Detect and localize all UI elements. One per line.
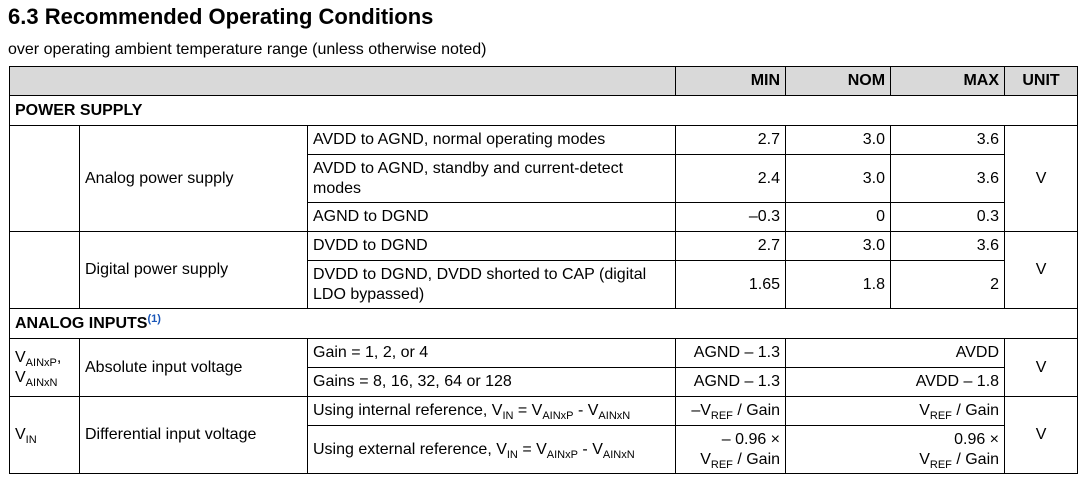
nom-cell: 3.0 (786, 232, 891, 261)
section-label: ANALOG INPUTS (15, 314, 148, 332)
header-nom: NOM (786, 67, 891, 96)
operating-conditions-table (9, 66, 1078, 474)
table-row (10, 126, 1078, 155)
section-analog-inputs (10, 309, 1078, 339)
min-cell: 1.65 (676, 261, 786, 309)
nom-cell: 3.0 (786, 155, 891, 203)
min-cell: –0.3 (676, 203, 786, 232)
condition-cell: AGND to DGND (308, 203, 676, 232)
nom-cell: 1.8 (786, 261, 891, 309)
table-row (10, 339, 1078, 368)
max-cell: 3.6 (891, 232, 1005, 261)
max-cell: 0.96 × $V_{REF}$ / Gain (786, 426, 1005, 474)
condition-cell: AVDD to AGND, normal operating modes (308, 126, 676, 155)
max-cell: 0.3 (891, 203, 1005, 232)
symbol-cell (10, 126, 80, 232)
max-cell: 2 (891, 261, 1005, 309)
condition-cell: DVDD to DGND (308, 232, 676, 261)
unit-cell: V (1005, 339, 1078, 397)
section-title: 6.3 Recommended Operating Conditions (8, 4, 434, 29)
unit-cell: V (1005, 397, 1078, 474)
condition-cell: Gains = 8, 16, 32, 64 or 128 (308, 368, 676, 397)
nom-cell: 3.0 (786, 126, 891, 155)
unit-cell: V (1005, 232, 1078, 309)
param-cell: Differential input voltage (80, 397, 308, 474)
min-cell: 2.7 (676, 126, 786, 155)
condition-cell: Using external reference, $V_{IN} = V_{AINxP} - V_{AINxN}$ (308, 426, 676, 474)
symbol-cell: $V_{IN}$ (10, 397, 80, 474)
condition-cell: Using internal reference, $V_{IN} = V_{AINxP} - V_{AINxN}$ (308, 397, 676, 426)
min-cell: AGND – 1.3 (676, 368, 786, 397)
table-row (10, 397, 1078, 426)
min-cell: – 0.96 × $V_{REF}$ / Gain (676, 426, 786, 474)
table-subtitle: over operating ambient temperature range (unless otherwise noted) (8, 41, 487, 58)
max-cell: AVDD (786, 339, 1005, 368)
max-cell: 3.6 (891, 126, 1005, 155)
header-max: MAX (891, 67, 1005, 96)
section-row (10, 309, 1078, 339)
min-cell: AGND – 1.3 (676, 339, 786, 368)
unit-cell: V (1005, 126, 1078, 232)
min-cell: 2.7 (676, 232, 786, 261)
header-unit: UNIT (1005, 67, 1078, 96)
table-row (10, 232, 1078, 261)
symbol-cell: $V_{AINxP}$, $V_{AINxN}$ (10, 339, 80, 397)
section-power-supply: POWER SUPPLY (10, 96, 1078, 126)
max-cell: AVDD – 1.8 (786, 368, 1005, 397)
header-row (10, 67, 1078, 96)
condition-cell: DVDD to DGND, DVDD shorted to CAP (digital LDO bypassed) (308, 261, 676, 309)
footnote-link[interactable]: (1) (147, 312, 161, 325)
max-cell: $V_{REF}$ / Gain (786, 397, 1005, 426)
min-cell: 2.4 (676, 155, 786, 203)
param-cell: Digital power supply (80, 232, 308, 309)
header-blank (10, 67, 676, 96)
symbol-cell (10, 232, 80, 309)
section-row (10, 96, 1078, 126)
min-cell: $-V_{REF}$ / Gain (676, 397, 786, 426)
max-cell: 3.6 (891, 155, 1005, 203)
condition-cell: AVDD to AGND, standby and current-detect modes (308, 155, 676, 203)
nom-cell: 0 (786, 203, 891, 232)
param-cell: Analog power supply (80, 126, 308, 232)
condition-cell: Gain = 1, 2, or 4 (308, 339, 676, 368)
param-cell: Absolute input voltage (80, 339, 308, 397)
header-min: MIN (676, 67, 786, 96)
